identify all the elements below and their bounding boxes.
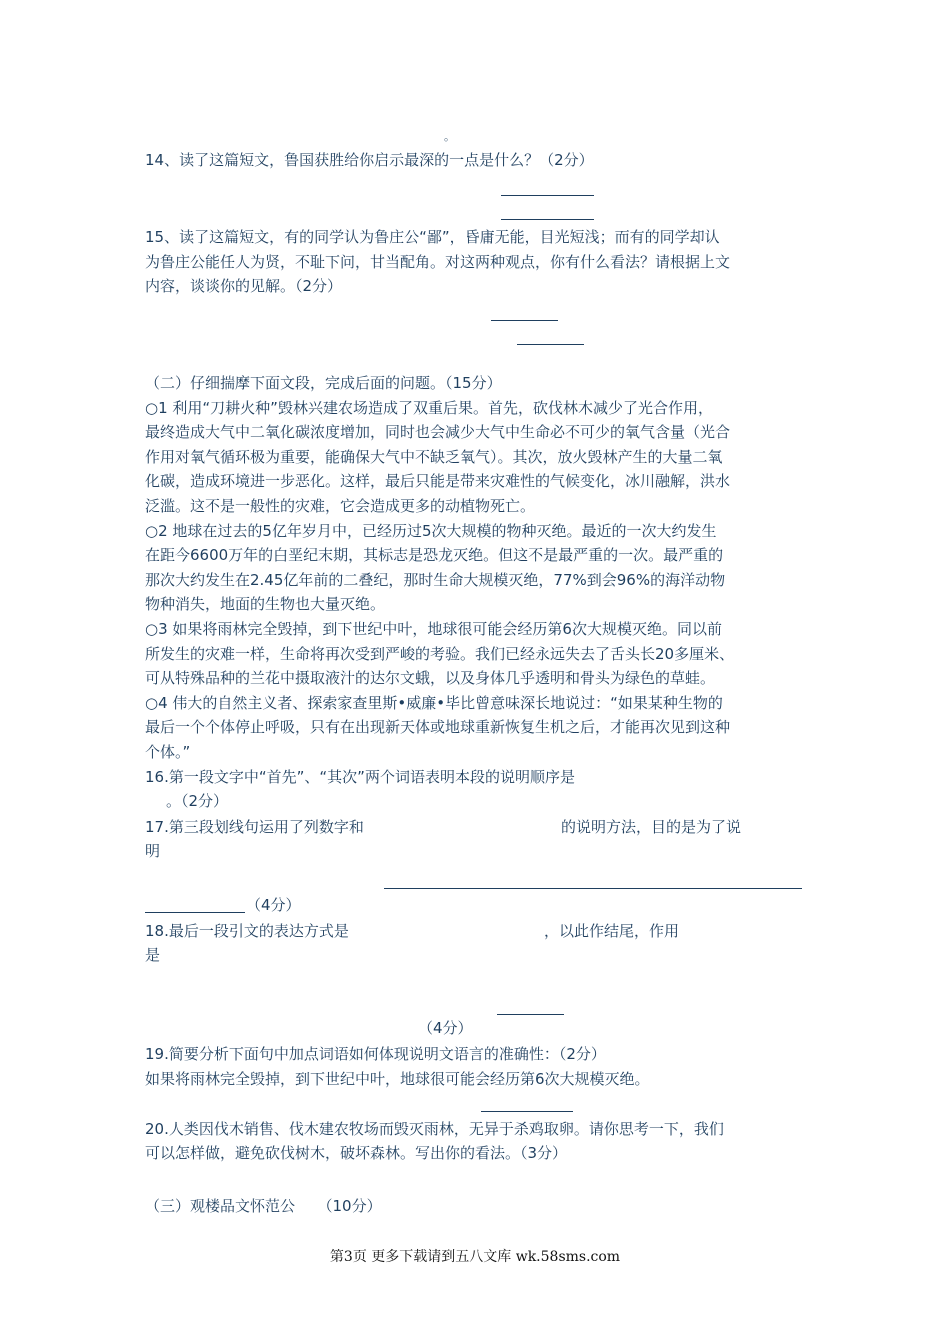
question-16-points: 。（2分） — [166, 792, 229, 810]
question-19: 19.简要分析下面句中加点词语如何体现说明文语言的准确性：（2分） — [145, 1045, 606, 1063]
paragraph-2-line2: 在距今6600万年的白垩纪末期，其标志是恐龙灭绝。但这不是最严重的一次。最严重的 — [145, 546, 724, 564]
answer-blank-18 — [497, 1014, 564, 1015]
question-17: 17.第三段划线句运用了列数字和 — [145, 818, 364, 836]
question-18-shi: 是 — [145, 946, 161, 964]
paragraph-2-line4: 物种消失，地面的生物也大量灭绝。 — [145, 595, 386, 613]
paragraph-1-line2: 最终造成大气中二氧化碳浓度增加，同时也会减少大气中生命必不可少的氧气含量（光合 — [145, 423, 731, 441]
question-15-line3: 内容，谈谈你的见解。（2分） — [145, 277, 343, 295]
answer-blank-14a — [501, 195, 594, 196]
section-3-title: （三）观楼品文怀范公 （10分） — [145, 1197, 382, 1215]
question-18-cont: ，以此作结尾，作用 — [544, 922, 680, 940]
section-2-title: （二）仔细揣摩下面文段，完成后面的问题。（15分） — [145, 374, 502, 392]
paragraph-1-line5: 泛滥。这不是一般性的灾难，它会造成更多的动植物死亡。 — [145, 497, 536, 515]
question-20-line1: 20.人类因伐木销售、伐木建农牧场而毁灭雨林，无异于杀鸡取卵。请你思考一下，我们 — [145, 1120, 724, 1138]
question-20-line2: 可以怎样做，避免砍伐树木，破坏森林。写出你的看法。（3分） — [145, 1144, 568, 1162]
answer-blank-19 — [481, 1111, 573, 1112]
question-15-line1: 15、读了这篇短文，有的同学认为鲁庄公“鄙”，昏庸无能，目光短浅；而有的同学却认 — [145, 228, 720, 246]
answer-blank-15b — [517, 344, 584, 345]
paragraph-3-line3: 可从特殊品种的兰花中摄取液汁的达尔文蛾，以及身体几乎透明和骨头为绿色的草蛙。 — [145, 669, 716, 687]
top-period-mark: 。 — [444, 130, 455, 143]
question-18: 18.最后一段引文的表达方式是 — [145, 922, 349, 940]
paragraph-1-line4: 化碳，造成环境进一步恶化。这样，最后只能是带来灾难性的气候变化，冰川融解，洪水 — [145, 472, 731, 490]
question-16: 16.第一段文字中“首先”、“其次”两个词语表明本段的说明顺序是 — [145, 768, 575, 786]
question-17-cont: 的说明方法，目的是为了说 — [561, 818, 742, 836]
answer-blank-15a — [491, 320, 558, 321]
question-19-sentence: 如果将雨林完全毁掉，到下世纪中叶，地球很可能会经历第6次大规模灭绝。 — [145, 1070, 650, 1088]
question-18-points: （4分） — [418, 1019, 473, 1037]
paragraph-1-line3: 作用对氧气循环极为重要，能确保大气中不缺乏氧气）。其次，放火毁林产生的大量二氧 — [145, 448, 723, 466]
answer-blank-17a — [384, 888, 802, 889]
paragraph-3-line2: 所发生的灾难一样，生命将再次受到严峻的考验。我们已经永远失去了舌头长20多厘米、 — [145, 645, 735, 663]
question-17-ming: 明 — [145, 842, 161, 860]
paragraph-2-line3: 那次大约发生在2.45亿年前的二叠纪，那时生命大规模灭绝，77%到会96%的海洋动物 — [145, 571, 726, 589]
paragraph-3-line1: ○3 如果将雨林完全毁掉，到下世纪中叶，地球很可能会经历第6次大规模灭绝。同以前 — [145, 620, 722, 638]
question-15-line2: 为鲁庄公能任人为贤，不耻下问，甘当配角。对这两种观点，你有什么看法？请根据上文 — [145, 253, 731, 271]
page-footer: 第3页 更多下载请到五八文库 wk.58sms.com — [329, 1249, 621, 1265]
answer-blank-14b — [501, 219, 594, 220]
answer-blank-17b — [145, 912, 245, 913]
paragraph-4-line2: 最后一个个体停止呼吸，只有在出现新天体或地球重新恢复生机之后，才能再次见到这种 — [145, 718, 731, 736]
paragraph-2-line1: ○2 地球在过去的5亿年岁月中，已经历过5次大规模的物种灭绝。最近的一次大约发生 — [145, 522, 717, 540]
paragraph-1-line1: ○1 利用“刀耕火种”毁林兴建农场造成了双重后果。首先，砍伐林木减少了光合作用， — [145, 399, 713, 417]
question-14: 14、读了这篇短文，鲁国获胜给你启示最深的一点是什么？（2分） — [145, 151, 594, 169]
question-17-points: （4分） — [246, 896, 301, 914]
paragraph-4-line1: ○4 伟大的自然主义者、探索家查里斯•威廉•毕比曾意味深长地说过：“如果某种生物的 — [145, 694, 723, 712]
paragraph-4-line3: 个体。” — [145, 743, 191, 761]
